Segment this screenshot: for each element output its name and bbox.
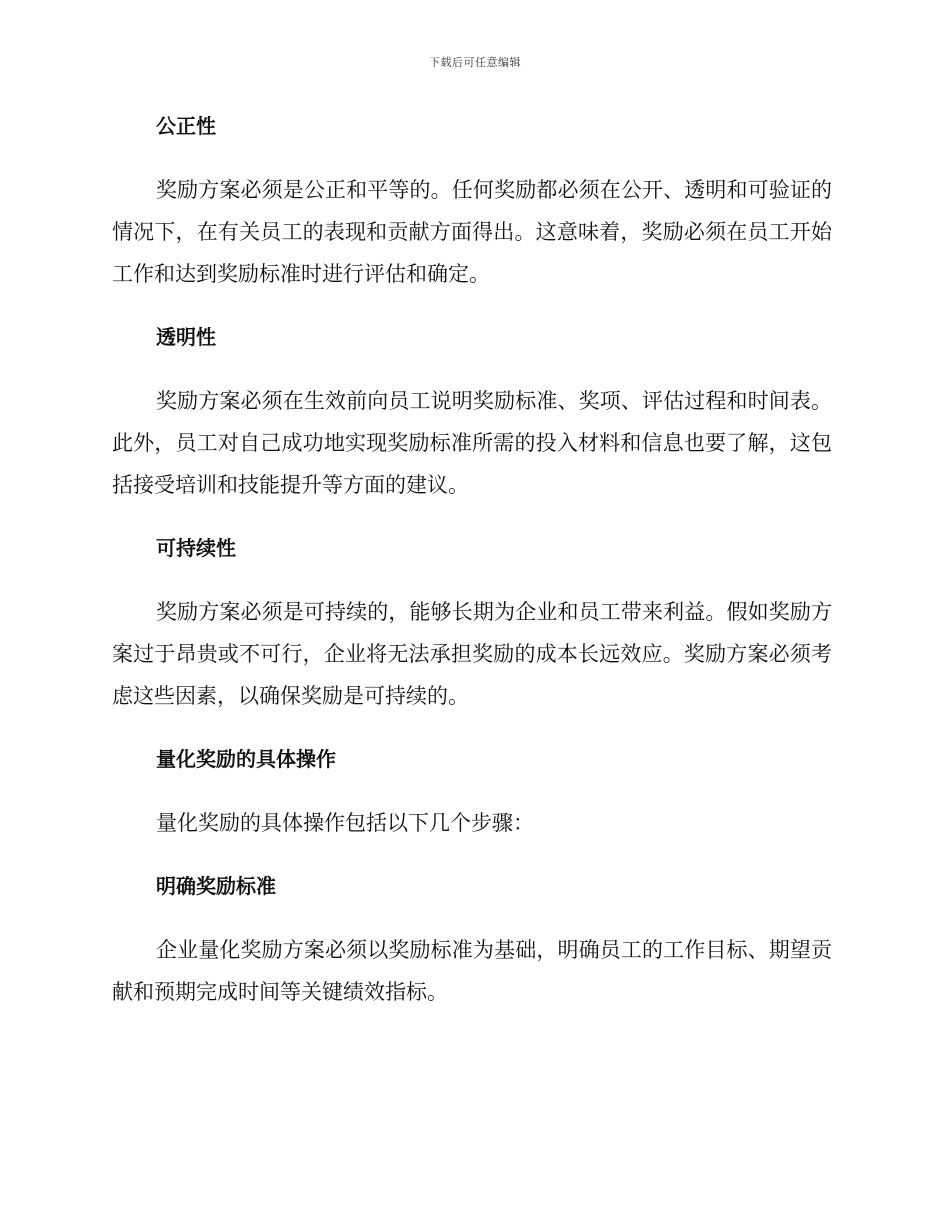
document-body [112, 110, 832, 1013]
section-heading-quantified-reward-operations: 量化奖励的具体操作 [156, 747, 336, 771]
section-heading-transparency: 透明性 [156, 325, 216, 349]
section-heading-clear-reward-standards: 明确奖励标准 [156, 874, 276, 898]
section-paragraph-quantified-reward-operations: 量化奖励的具体操作包括以下几个步骤： [156, 811, 534, 835]
section-paragraph-clear-reward-standards: 企业量化奖励方案必须以奖励标准为基础，明确员工的工作目标、期望贡献和预期完成时间等关键绩效指标。 [112, 938, 832, 1004]
section-heading-sustainability: 可持续性 [156, 536, 236, 560]
section-heading-fairness: 公正性 [156, 114, 216, 138]
page-header-note: 下载后可任意编辑 [429, 56, 521, 69]
section-paragraph-transparency: 奖励方案必须在生效前向员工说明奖励标准、奖项、评估过程和时间表。此外，员工对自己成功地实现奖励标准所需的投入材料和信息也要了解，这包括接受培训和技能提升等方面的建议。 [112, 389, 832, 497]
section-paragraph-sustainability: 奖励方案必须是可持续的，能够长期为企业和员工带来利益。假如奖励方案过于昂贵或不可行，企业将无法承担奖励的成本长远效应。奖励方案必须考虑这些因素，以确保奖励是可持续的。 [112, 600, 832, 708]
section-paragraph-fairness: 奖励方案必须是公正和平等的。任何奖励都必须在公开、透明和可验证的情况下，在有关员工的表现和贡献方面得出。这意味着，奖励必须在员工开始工作和达到奖励标准时进行评估和确定。 [112, 178, 832, 286]
